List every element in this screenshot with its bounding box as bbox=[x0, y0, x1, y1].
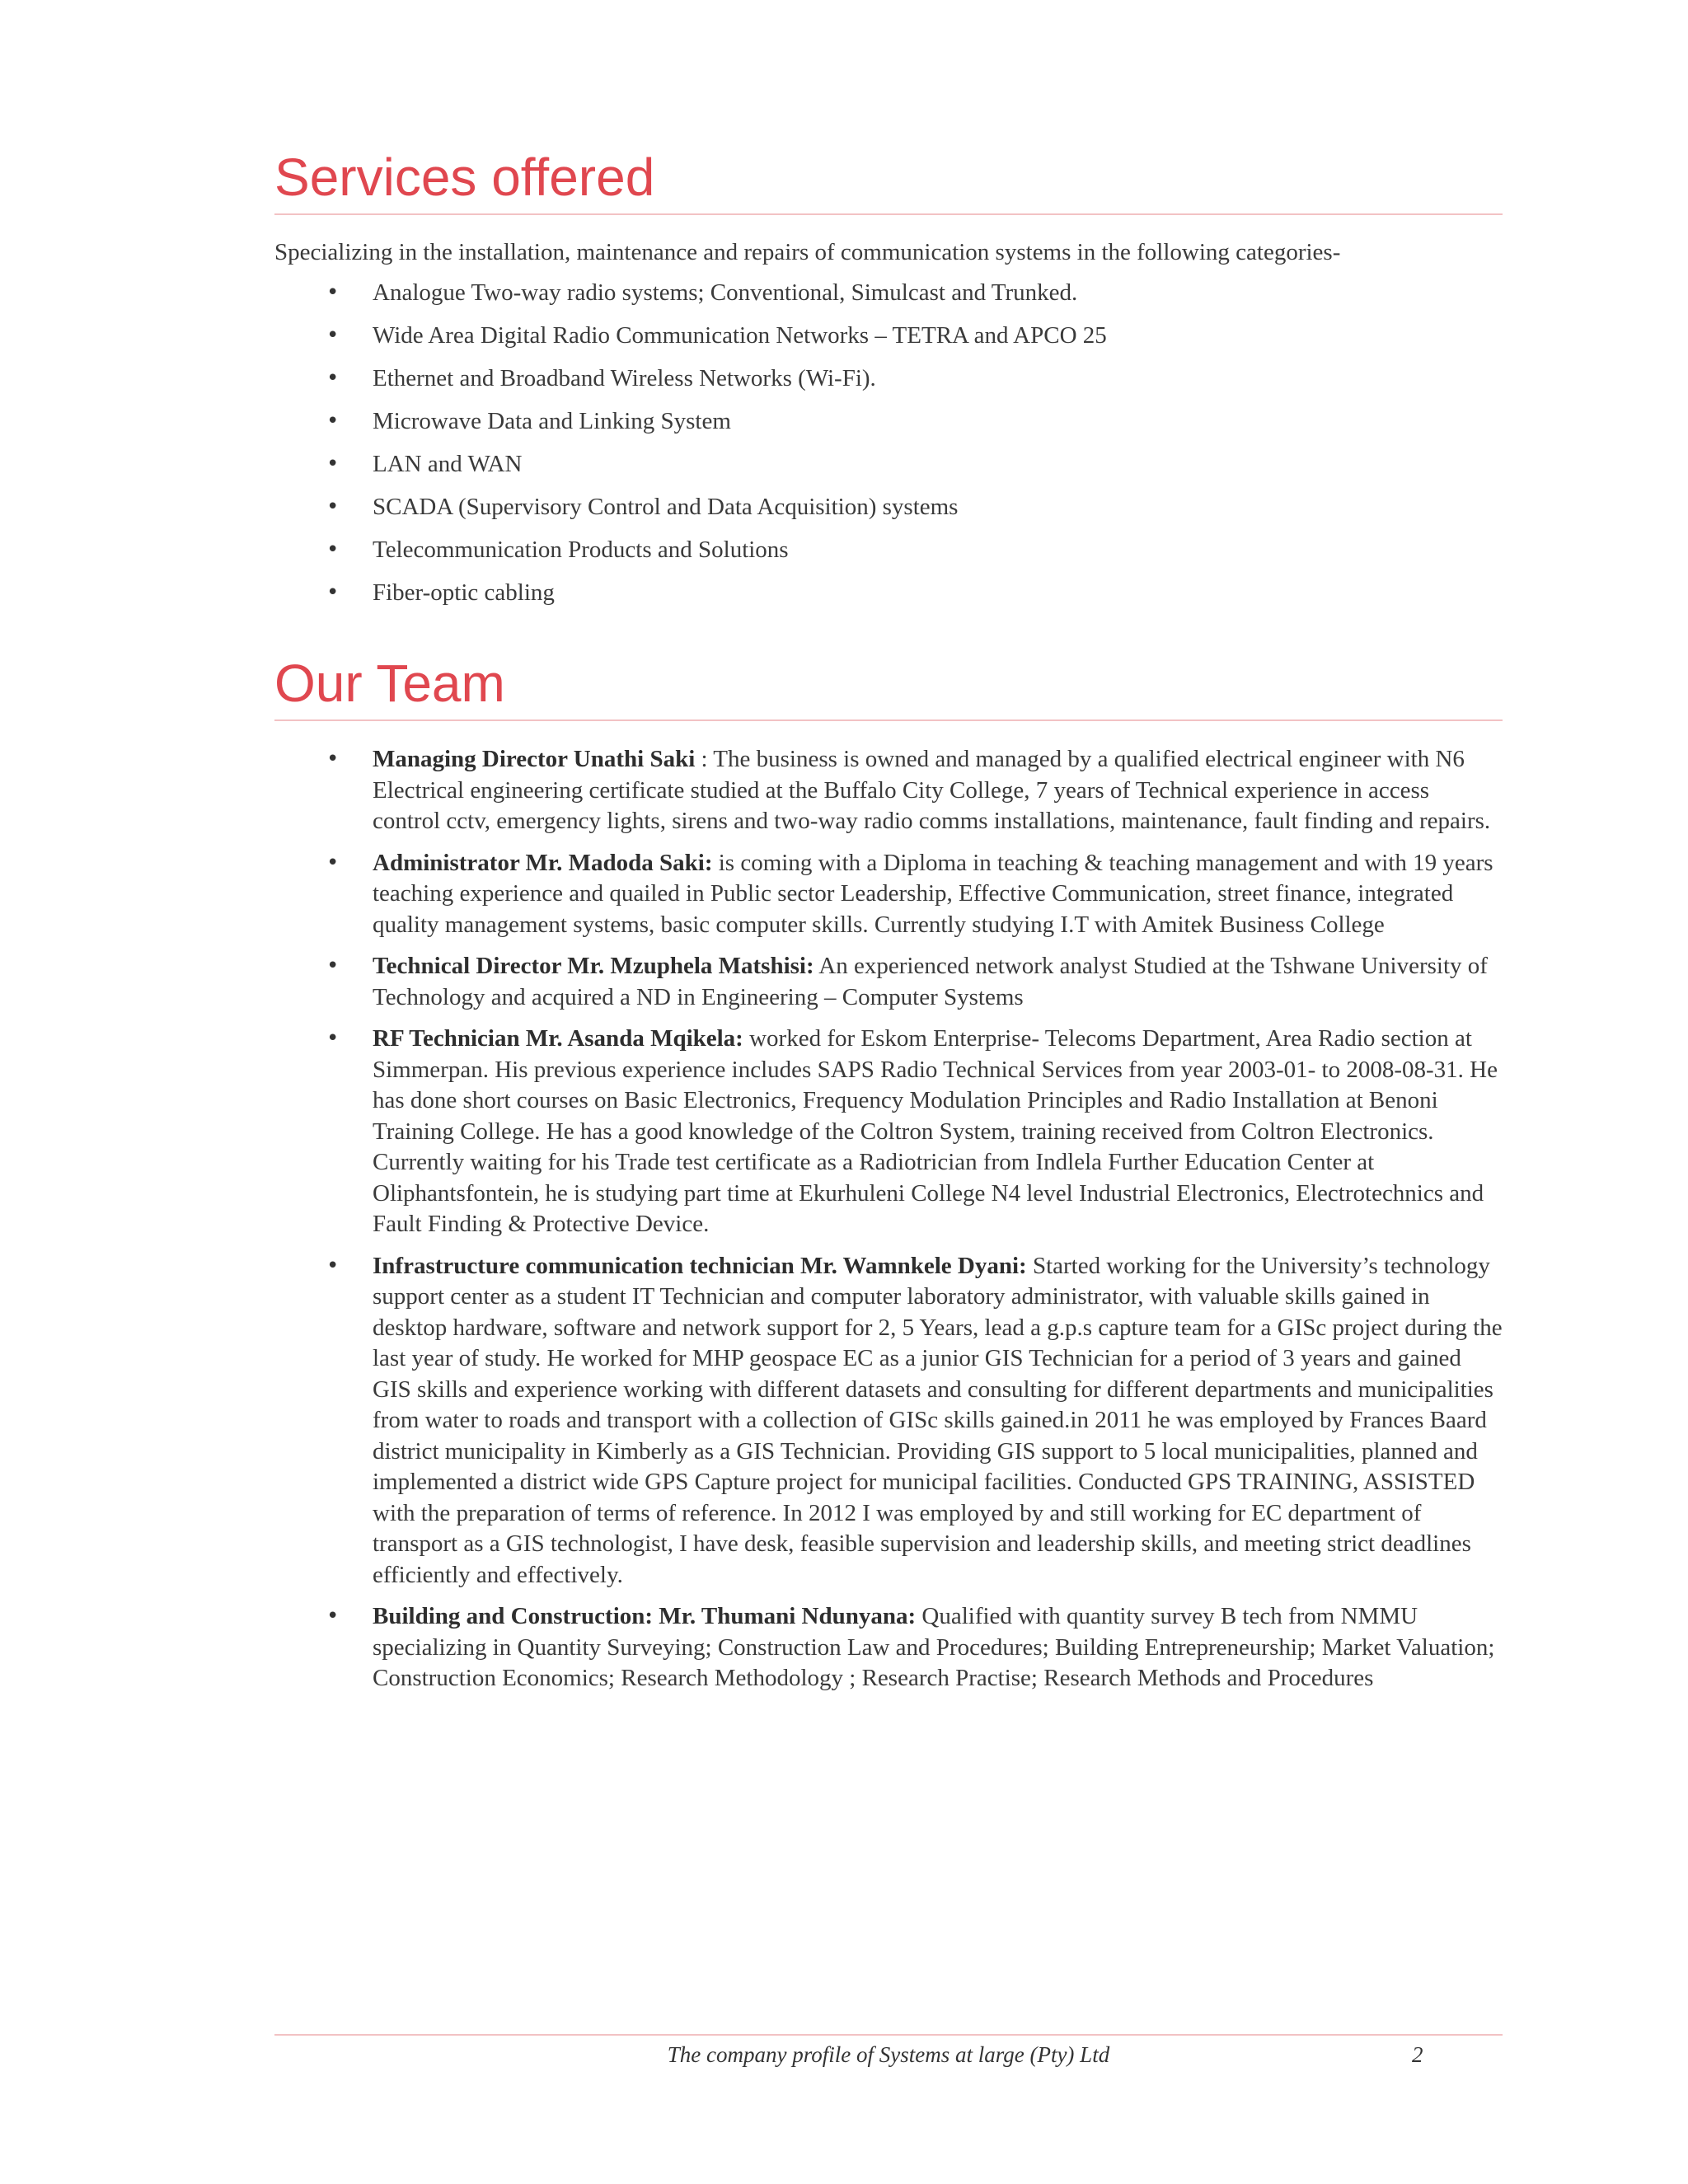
service-text: Ethernet and Broadband Wireless Networks (Wi-Fi). bbox=[373, 365, 876, 391]
member-name: Building and Construction: Mr. Thumani Ndunyana: bbox=[373, 1603, 917, 1629]
member-description: An experienced network analyst Studied at the Tshwane University of Technology and acquired a ND in Engineering – Computer Systems bbox=[373, 953, 1488, 1010]
bullet-icon: • bbox=[326, 366, 340, 391]
member-name: Administrator Mr. Madoda Saki: bbox=[373, 849, 713, 876]
bullet-icon: • bbox=[326, 1604, 340, 1629]
member-name: Managing Director Unathi Saki bbox=[373, 746, 696, 772]
bullet-icon: • bbox=[326, 494, 340, 519]
services-intro: Specializing in the installation, maintenance and repairs of communication systems in the following categories- bbox=[274, 239, 1341, 265]
team-member bbox=[274, 951, 1503, 1013]
service-text: SCADA (Supervisory Control and Data Acquisition) systems bbox=[373, 494, 959, 520]
footer-divider bbox=[274, 2034, 1503, 2036]
list-item bbox=[274, 533, 1503, 576]
list-item bbox=[274, 576, 1503, 619]
bullet-icon: • bbox=[326, 580, 340, 605]
team-member bbox=[274, 1024, 1503, 1240]
list-item bbox=[274, 362, 1503, 405]
bullet-icon: • bbox=[326, 323, 340, 348]
bullet-icon: • bbox=[326, 747, 340, 771]
member-description: : The business is owned and managed by a qualified electrical engineer with N6 Electrical engineering certificate studied at the Buffalo City College, 7 years of Technical experience in access control cctv, emergency lights, sirens and two-way radio comms installations, maintenance, fault finding and repairs. bbox=[373, 746, 1491, 834]
service-text: Wide Area Digital Radio Communication Networks – TETRA and APCO 25 bbox=[373, 322, 1107, 349]
team-member bbox=[274, 744, 1503, 837]
service-text: Telecommunication Products and Solutions bbox=[373, 537, 789, 563]
service-text: Analogue Two-way radio systems; Conventional, Simulcast and Trunked. bbox=[373, 279, 1078, 306]
service-text: Microwave Data and Linking System bbox=[373, 408, 731, 434]
member-name: Technical Director Mr. Mzuphela Matshisi: bbox=[373, 953, 814, 979]
member-description: Qualified with quantity survey B tech from NMMU specializing in Quantity Surveying; Construction Law and Procedures; Building Entrepreneurship; Market Valuation; Construction Economics; Research Methodology ; Research Practise; Research Methods and Procedures bbox=[373, 1603, 1495, 1691]
list-item bbox=[274, 490, 1503, 533]
team-list bbox=[274, 744, 1503, 1705]
service-text: Fiber-optic cabling bbox=[373, 579, 555, 606]
team-member bbox=[274, 848, 1503, 941]
bullet-icon: • bbox=[326, 1026, 340, 1051]
member-name: RF Technician Mr. Asanda Mqikela: bbox=[373, 1025, 743, 1052]
team-heading: Our Team bbox=[274, 657, 1503, 721]
services-list bbox=[274, 276, 1503, 619]
bullet-icon: • bbox=[326, 1253, 340, 1278]
member-name: Infrastructure communication technician Mr. Wamnkele Dyani: bbox=[373, 1252, 1027, 1279]
services-heading: Services offered bbox=[274, 151, 1503, 215]
member-description: worked for Eskom Enterprise- Telecoms Department, Area Radio section at Simmerpan. His previous experience includes SAPS Radio Technical Services from year 2003-01- to 2008-08-31. He has done short courses on Basic Electronics, Frequency Modulation Principles and Radio Installation at Benoni Training College. He has a good knowledge of the Coltron System, training received from Coltron Electronics. Currently waiting for his Trade test certificate as a Radiotrician from Indlela Further Education Center at Oliphantsfontein, he is studying part time at Ekurhuleni College N4 level Industrial Electronics, Electrotechnics and Fault Finding & Protective Device. bbox=[373, 1025, 1498, 1237]
service-text: LAN and WAN bbox=[373, 451, 523, 477]
team-member bbox=[274, 1251, 1503, 1591]
page-number: 2 bbox=[1412, 2042, 1423, 2067]
member-description: is coming with a Diploma in teaching & teaching management and with 19 years teaching experience and quailed in Public sector Leadership, Effective Communication, street finance, integrated quality management systems, basic computer skills. Currently studying I.T with Amitek Business College bbox=[373, 849, 1493, 938]
bullet-icon: • bbox=[326, 280, 340, 305]
bullet-icon: • bbox=[326, 537, 340, 562]
member-description: Started working for the University’s technology support center as a student IT Technician and computer laboratory administrator, with valuable skills gained in desktop hardware, software and network support for 2, 5 Years, lead a g.p.s capture team for a GISc project during the last year of study. He worked for MHP geospace EC as a junior GIS Technician for a period of 3 years and gained GIS skills and experience working with different datasets and consulting for different departments and municipalities from water to roads and transport with a collection of GISc skills gained.in 2011 he was employed by Frances Baard district municipality in Kimberly as a GIS Technician. Providing GIS support to 5 local municipalities, planned and implemented a district wide GPS Capture project for municipal facilities. Conducted GPS TRAINING, ASSISTED with the preparation of terms of reference. In 2012 I was employed by and still working for EC department of transport as a GIS technologist, I have desk, feasible supervision and leadership skills, and meeting strict deadlines efficiently and effectively. bbox=[373, 1252, 1503, 1588]
list-item bbox=[274, 405, 1503, 448]
bullet-icon: • bbox=[326, 409, 340, 434]
bullet-icon: • bbox=[326, 452, 340, 476]
team-member bbox=[274, 1601, 1503, 1694]
list-item bbox=[274, 276, 1503, 319]
footer-text: The company profile of Systems at large (Pty) Ltd bbox=[667, 2042, 1110, 2067]
bullet-icon: • bbox=[326, 954, 340, 978]
bullet-icon: • bbox=[326, 850, 340, 875]
list-item bbox=[274, 319, 1503, 362]
list-item bbox=[274, 448, 1503, 490]
